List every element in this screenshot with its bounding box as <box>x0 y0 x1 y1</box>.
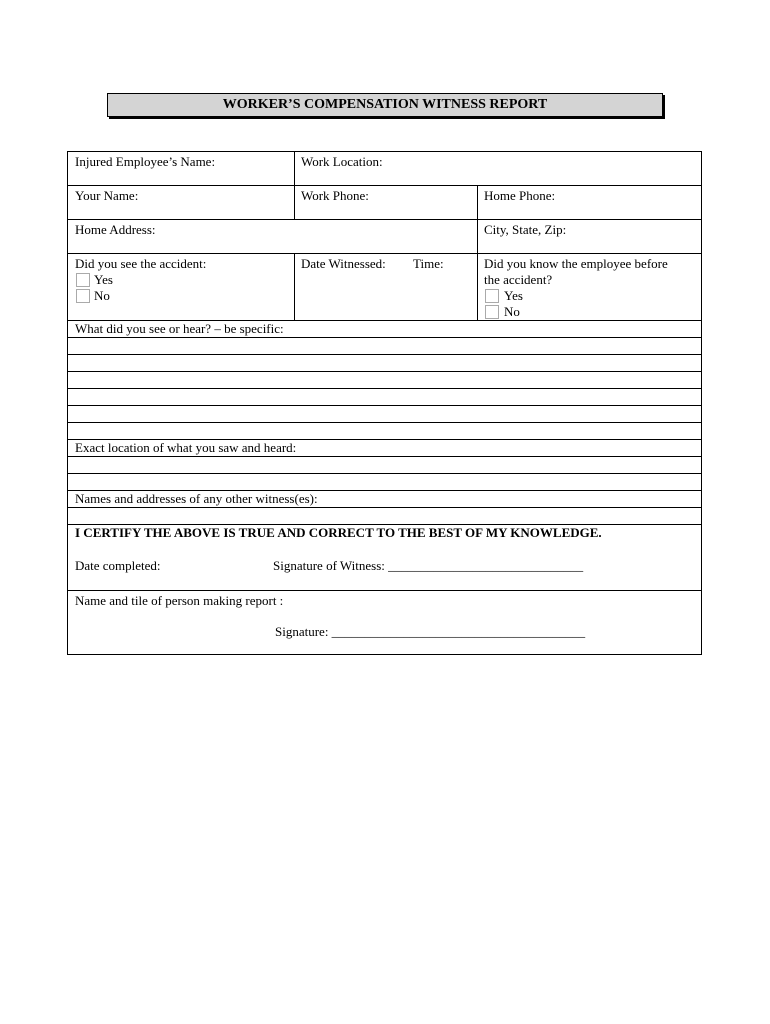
answer-line <box>68 456 701 457</box>
signature-of-witness-line: Signature of Witness: ______________________________ <box>273 558 584 573</box>
signature-line: Signature: _______________________________________ <box>275 624 586 639</box>
city-state-zip-label: City, State, Zip: <box>484 222 567 237</box>
form-title: WORKER’S COMPENSATION WITNESS REPORT <box>107 93 663 117</box>
knew-employee-yes-checkbox[interactable] <box>485 289 499 303</box>
answer-line <box>68 473 701 474</box>
date-witnessed-label: Date Witnessed: <box>301 256 386 271</box>
row-divider <box>68 185 701 186</box>
row-divider <box>68 253 701 254</box>
did-you-know-label-line2: the accident? <box>484 272 553 287</box>
other-witnesses-label: Names and addresses of any other witness(es): <box>75 491 318 506</box>
answer-line <box>68 507 701 508</box>
witness-report-form <box>67 151 702 655</box>
home-phone-label: Home Phone: <box>484 188 556 203</box>
answer-line <box>68 354 701 355</box>
answer-line <box>68 388 701 389</box>
knew-employee-no-checkbox[interactable] <box>485 305 499 319</box>
name-and-title-label: Name and tile of person making report : <box>75 593 284 608</box>
answer-line <box>68 337 701 338</box>
knew-employee-no-label: No <box>504 304 520 319</box>
what-did-you-see-label: What did you see or hear? – be specific: <box>75 321 284 336</box>
home-address-label: Home Address: <box>75 222 156 237</box>
work-phone-label: Work Phone: <box>301 188 369 203</box>
did-you-know-label-line1: Did you know the employee before <box>484 256 668 271</box>
did-you-see-label: Did you see the accident: <box>75 256 207 271</box>
injured-employee-name-label: Injured Employee’s Name: <box>75 154 216 169</box>
column-divider <box>477 185 478 320</box>
knew-employee-yes-label: Yes <box>504 288 523 303</box>
saw-accident-no-checkbox[interactable] <box>76 289 90 303</box>
date-completed-label: Date completed: <box>75 558 161 573</box>
row-divider <box>68 219 701 220</box>
time-label: Time: <box>413 256 444 271</box>
answer-line <box>68 371 701 372</box>
your-name-label: Your Name: <box>75 188 139 203</box>
answer-line <box>68 422 701 423</box>
saw-accident-yes-checkbox[interactable] <box>76 273 90 287</box>
column-divider <box>294 253 295 320</box>
column-divider <box>294 152 295 219</box>
exact-location-label: Exact location of what you saw and heard: <box>75 440 297 455</box>
saw-accident-no-label: No <box>94 288 110 303</box>
saw-accident-yes-label: Yes <box>94 272 113 287</box>
row-divider <box>68 590 701 591</box>
work-location-label: Work Location: <box>301 154 383 169</box>
answer-line <box>68 405 701 406</box>
certification-statement: I CERTIFY THE ABOVE IS TRUE AND CORRECT TO THE BEST OF MY KNOWLEDGE. <box>75 525 602 540</box>
